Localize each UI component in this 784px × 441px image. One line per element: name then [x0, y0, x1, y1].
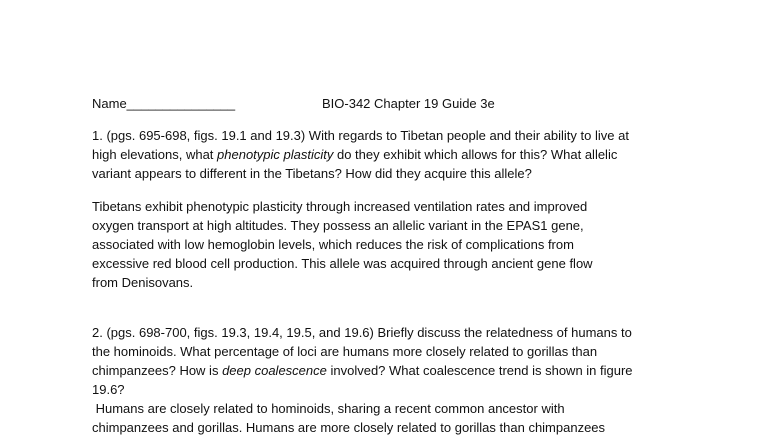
- answer-2-line: chimpanzees and gorillas. Humans are more closely related to gorillas than chimpanzees: [92, 420, 606, 435]
- italic-term: phenotypic plasticity: [217, 147, 334, 162]
- answer-1-line: oxygen transport at high altitudes. They possess an allelic variant in the EPAS1 gene,: [92, 218, 584, 233]
- answer-1-line: associated with low hemoglobin levels, which reduces the risk of complications from: [92, 237, 574, 252]
- answer-1: [92, 197, 692, 292]
- name-field-label: Name_______________: [92, 96, 236, 111]
- document-title: BIO-342 Chapter 19 Guide 3e: [322, 96, 495, 111]
- question-2-line: the hominoids. What percentage of loci are humans more closely related to gorillas than: [92, 344, 598, 359]
- answer-1-line: from Denisovans.: [92, 275, 194, 290]
- question-2-line: [92, 361, 692, 380]
- text-run: high elevations, what: [92, 147, 218, 162]
- text-run: do they exhibit which allows for this? What allelic: [333, 147, 618, 162]
- question-2-line: 19.6?: [92, 382, 125, 397]
- question-2-line: 2. (pgs. 698-700, figs. 19.3, 19.4, 19.5, and 19.6) Briefly discuss the relatedness of humans to: [92, 325, 632, 340]
- question-1-line: 1. (pgs. 695-698, figs. 19.1 and 19.3) With regards to Tibetan people and their ability to live at: [92, 128, 629, 143]
- document-header: [92, 94, 692, 113]
- answer-2: [92, 399, 692, 437]
- question-1-line: [92, 145, 692, 164]
- text-run: chimpanzees? How is: [92, 363, 223, 378]
- answer-2-line: Humans are closely related to hominoids, sharing a recent common ancestor with: [92, 401, 565, 416]
- document-body: [92, 94, 692, 437]
- answer-1-line: excessive red blood cell production. This allele was acquired through ancient gene flow: [92, 256, 593, 271]
- text-run: involved? What coalescence trend is shown in figure: [326, 363, 633, 378]
- answer-1-line: Tibetans exhibit phenotypic plasticity through increased ventilation rates and improved: [92, 199, 588, 214]
- italic-term: deep coalescence: [222, 363, 327, 378]
- question-2: [92, 323, 692, 399]
- question-1-line: variant appears to different in the Tibetans? How did they acquire this allele?: [92, 166, 532, 181]
- question-1: [92, 126, 692, 183]
